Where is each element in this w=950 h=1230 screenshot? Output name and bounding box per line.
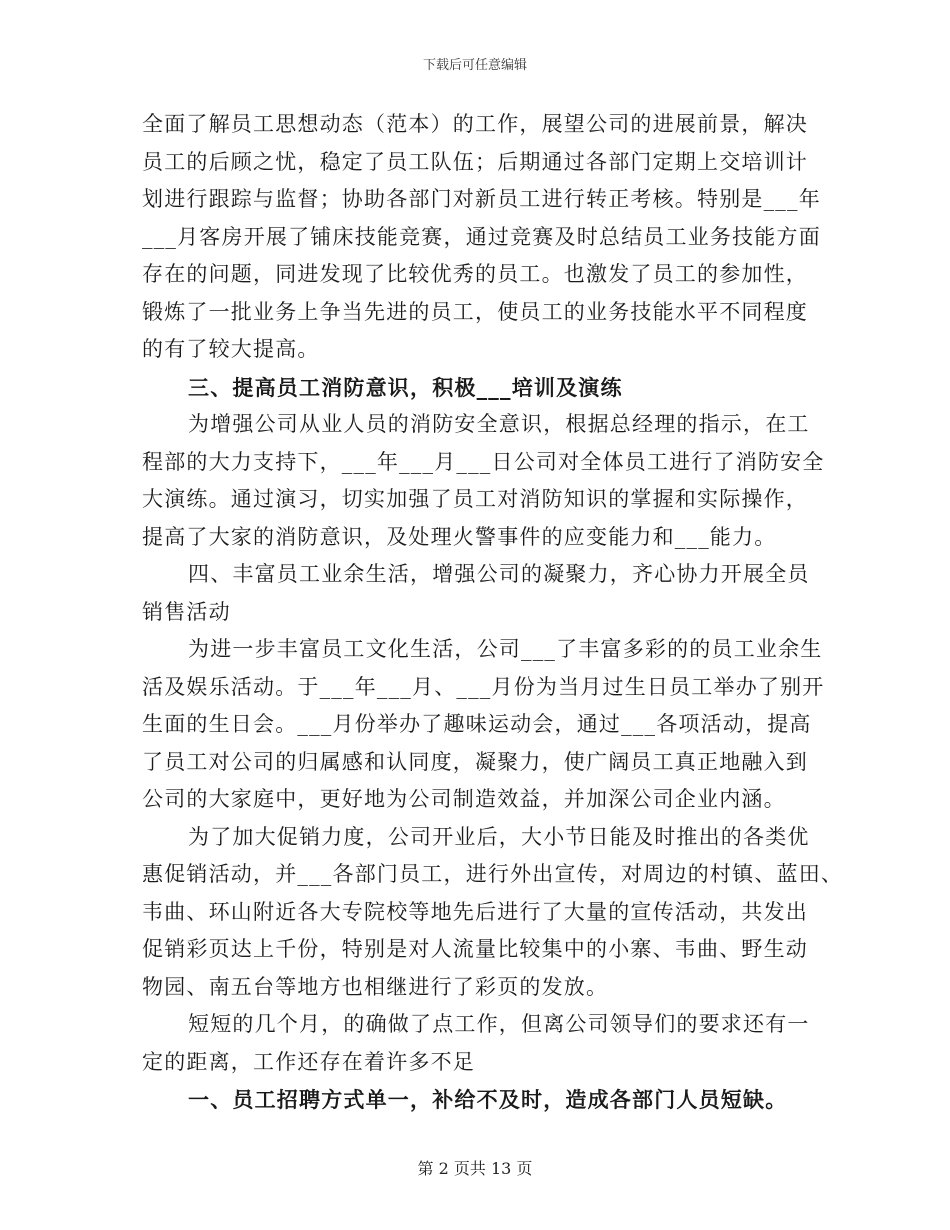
body-line: 大演练。通过演习，切实加强了员工对消防知识的掌握和实际操作， [142, 487, 808, 511]
body-line: 提高了大家的消防意识，及处理火警事件的应变能力和___能力。 [142, 524, 777, 549]
section-heading-1: 一、员工招聘方式单一，补给不及时，造成各部门人员短缺。 [188, 1087, 788, 1112]
page-header-note: 下载后可任意编辑 [422, 58, 527, 73]
body-line: 公司的大家庭中，更好地为公司制造效益，并加深公司企业内涵。 [142, 787, 786, 811]
body-line: 为了加大促销力度，公司开业后，大小节日能及时推出的各类优 [188, 824, 810, 849]
body-line: 的有了较大提高。 [142, 337, 320, 361]
body-line: 活及娱乐活动。于___年___月、___月份为当月过生日员工举办了别开 [142, 674, 825, 699]
body-line: 韦曲、环山附近各大专院校等地先后进行了大量的宣传活动，共发出 [142, 899, 808, 924]
body-line: 员工的后顾之忧，稳定了员工队伍；后期通过各部门定期上交培训计 [142, 149, 808, 174]
section-heading-4: 四、丰富员工业余生活，增强公司的凝聚力，齐心协力开展全员 [188, 562, 810, 586]
document-body [142, 106, 844, 1119]
body-line: 全面了解员工思想动态（范本）的工作，展望公司的进展前景，解决 [142, 112, 808, 136]
section-heading-4-cont: 销售活动 [142, 599, 231, 624]
body-line: 为进一步丰富员工文化生活，公司___了丰富多彩的的员工业余生 [188, 637, 823, 661]
body-line: 定的距离，工作还存在着许多不足 [142, 1049, 475, 1074]
body-line: 惠促销活动，并___各部门员工，进行外出宣传，对周边的村镇、蓝田、 [142, 862, 844, 886]
section-heading-3: 三、提高员工消防意识，积极___培训及演练 [188, 374, 623, 400]
body-line: 物园、南五台等地方也相继进行了彩页的发放。 [142, 974, 609, 999]
body-line: 划进行跟踪与监督；协助各部门对新员工进行转正考核。特别是___年 [142, 187, 821, 211]
body-line: 为增强公司从业人员的消防安全意识，根据总经理的指示，在工 [188, 412, 810, 436]
body-line: 锻炼了一批业务上争当先进的员工，使员工的业务技能水平不同程度 [142, 299, 808, 324]
body-line: 存在的问题，同进发现了比较优秀的员工。也激发了员工的参加性， [142, 262, 808, 286]
body-line: 生面的生日会。___月份举办了趣味运动会，通过___各项活动，提高 [142, 712, 812, 736]
body-line: 了员工对公司的归属感和认同度，凝聚力，使广阔员工真正地融入到 [142, 749, 808, 774]
body-line: ___月客房开展了铺床技能竞赛，通过竞赛及时总结员工业务技能方面 [142, 224, 821, 249]
page-number: 第 2 页共 13 页 [417, 1159, 533, 1178]
body-line: 程部的大力支持下，___年___月___日公司对全体员工进行了消防安全 [142, 449, 825, 474]
body-line: 短短的几个月，的确做了点工作，但离公司领导们的要求还有一 [188, 1012, 810, 1036]
body-line: 促销彩页达上千份，特别是对人流量比较集中的小寨、韦曲、野生动 [142, 937, 808, 961]
